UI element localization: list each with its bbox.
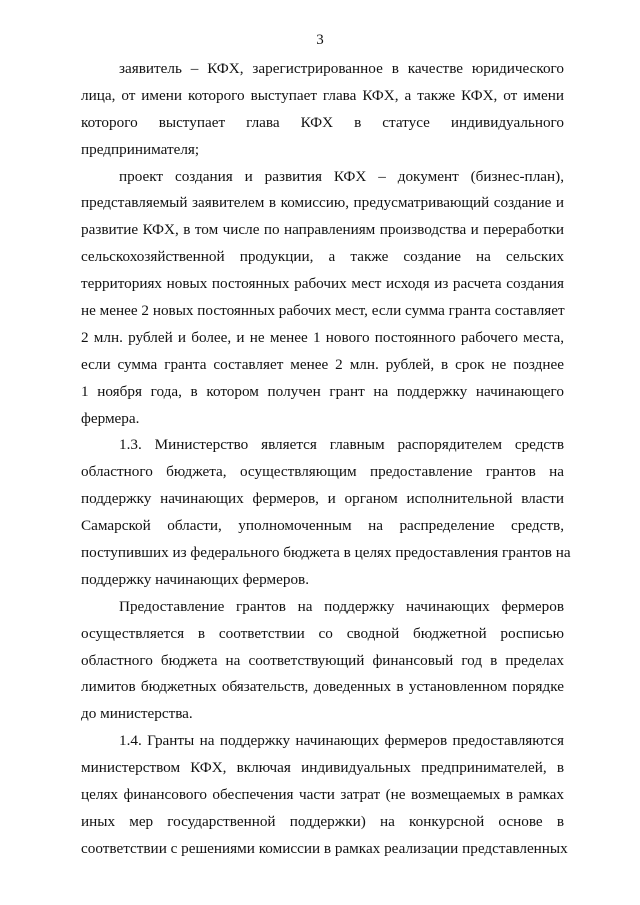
text-line: до министерства. [81,705,193,723]
paragraph-applicant-definition [81,56,564,164]
paragraph-section-1-3 [81,432,571,593]
text-line: поступивших из федерального бюджета в целях предоставления грантов на [81,544,571,562]
text-line: министерством КФХ, включая индивидуальных предпринимателей, в [81,759,564,777]
page-number: 3 [316,32,324,48]
text-line: территориях новых постоянных рабочих мест исходя из расчета создания [81,275,564,293]
text-line: иных мер государственной поддержки) на конкурсной основе в [81,812,564,830]
text-line: развитие КФХ, в том числе по направлениям производства и переработки [81,221,564,239]
text-line: Самарской области, уполномоченным на распределение средств, [81,517,564,535]
text-line: поддержку начинающих фермеров, и органом исполнительной власти [81,490,564,508]
paragraph-project-definition [81,164,564,433]
paragraph-grant-provision [81,594,564,728]
text-line: Предоставление грантов на поддержку начинающих фермеров [119,597,564,615]
text-line: 1 ноября года, в котором получен грант на поддержку начинающего [81,382,564,400]
text-line: соответствии с решениями комиссии в рамках реализации представленных [81,839,568,857]
text-line: лимитов бюджетных обязательств, доведенных в установленном порядке [81,678,564,696]
text-line: заявитель – КФХ, зарегистрированное в качестве юридического [119,60,564,77]
text-line: не менее 2 новых постоянных рабочих мест, если сумма гранта составляет [81,302,565,320]
text-line: 2 млн. рублей и более, и не менее 1 нового постоянного рабочего места, [81,328,564,346]
text-line: поддержку начинающих фермеров. [81,570,310,588]
text-line: 1.4. Гранты на поддержку начинающих фермеров предоставляются [119,732,564,750]
text-line: которого выступает глава КФХ в статусе индивидуального [81,113,564,131]
text-line: сельскохозяйственной продукции, а также создание на сельских [81,248,564,266]
text-line: областного бюджета на соответствующий финансовый год в пределах [81,651,564,669]
text-line: проект создания и развития КФХ – документ (бизнес-план), [119,167,564,185]
text-line: областного бюджета, осуществляющим предоставление грантов на [81,463,564,481]
text-line: представляемый заявителем в комиссию, предусматривающий создание и [81,194,564,212]
document-body [81,56,571,863]
text-line: лица, от имени которого выступает глава КФХ, а также КФХ, от имени [81,86,564,104]
text-line: целях финансового обеспечения части затрат (не возмещаемых в рамках [81,786,564,804]
text-line: фермера. [81,409,140,427]
text-line: предпринимателя; [81,140,200,158]
paragraph-section-1-4 [81,728,568,862]
text-line: осуществляется в соответствии со сводной бюджетной росписью [81,624,564,642]
text-line: 1.3. Министерство является главным распорядителем средств [119,436,564,454]
text-line: если сумма гранта составляет менее 2 млн. рублей, в срок не позднее [81,355,564,373]
